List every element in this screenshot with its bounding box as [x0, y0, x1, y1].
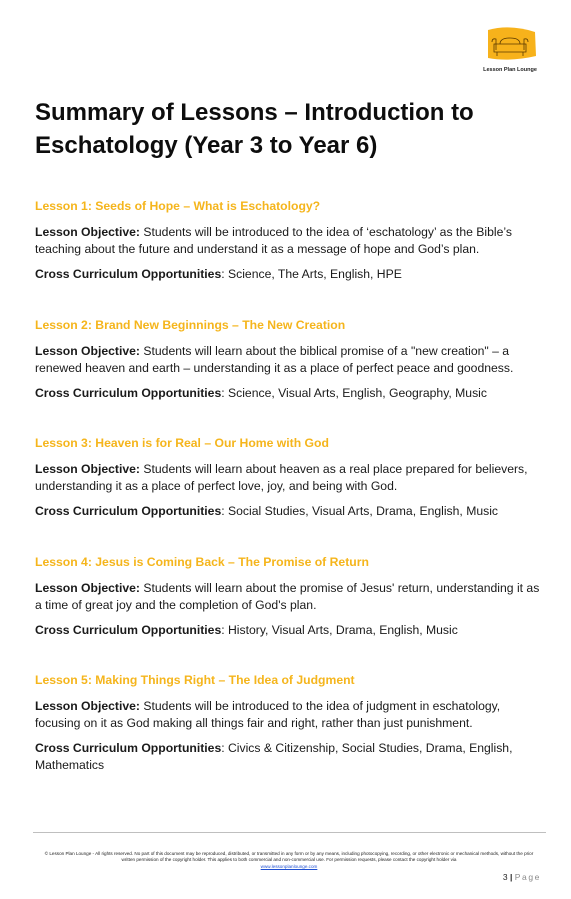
- objective-label: Lesson Objective:: [35, 462, 140, 476]
- cross-text: : History, Visual Arts, Drama, English, Music: [221, 623, 458, 637]
- cross-label: Cross Curriculum Opportunities: [35, 623, 222, 637]
- lesson-section-3: [35, 436, 540, 520]
- logo-text: Lesson Plan Lounge: [483, 67, 537, 73]
- objective-label: Lesson Objective:: [35, 581, 140, 595]
- website-link[interactable]: www.lessonplanlounge.com: [260, 863, 318, 869]
- objective-label: Lesson Objective:: [35, 699, 140, 713]
- cross-text: : Social Studies, Visual Arts, Drama, English, Music: [221, 504, 499, 518]
- cross-curriculum: [35, 740, 540, 773]
- cross-text: : Science, The Arts, English, HPE: [221, 267, 402, 281]
- lesson-objective: [35, 343, 540, 376]
- lesson-section-4: [35, 555, 540, 639]
- cross-label: Cross Curriculum Opportunities: [35, 386, 222, 400]
- lesson-heading: Lesson 2: Brand New Beginnings – The New Creation: [35, 318, 346, 332]
- cross-text: : Science, Visual Arts, English, Geography, Music: [221, 386, 487, 400]
- objective-text: Students will be introduced to the idea of judgment in eschatology, focusing on it as God making all things fair and right, rather than just punishment.: [35, 699, 501, 730]
- cross-curriculum: [35, 385, 540, 402]
- lesson-section-5: [35, 673, 540, 773]
- page-label: Page: [514, 872, 541, 882]
- page-title: Summary of Lessons – Introduction to Eschatology (Year 3 to Year 6): [35, 99, 474, 159]
- cross-label: Cross Curriculum Opportunities: [35, 504, 222, 518]
- page-separator: |: [509, 872, 513, 882]
- lesson-heading: Lesson 5: Making Things Right – The Idea of Judgment: [35, 673, 355, 687]
- lesson-objective: [35, 580, 540, 613]
- page-number-value: 3: [502, 872, 508, 882]
- objective-label: Lesson Objective:: [35, 225, 140, 239]
- page-number: [470, 872, 541, 882]
- lesson-objective: [35, 698, 540, 731]
- lesson-heading: Lesson 1: Seeds of Hope – What is Eschatology?: [35, 199, 321, 213]
- sofa-logo-icon: [480, 26, 540, 66]
- cross-text: : Civics & Citizenship, Social Studies, Drama, English, Mathematics: [35, 741, 513, 772]
- cross-label: Cross Curriculum Opportunities: [35, 267, 222, 281]
- objective-text: Students will learn about the promise of Jesus' return, understanding it as a time of great joy and the completion of God's plan.: [35, 581, 540, 612]
- objective-label: Lesson Objective:: [35, 344, 140, 358]
- cross-curriculum: [35, 266, 540, 283]
- lesson-plan-lounge-logo: [476, 26, 544, 78]
- lesson-objective: [35, 224, 540, 257]
- cross-curriculum: [35, 622, 540, 639]
- footer-copyright: [38, 851, 540, 870]
- objective-text: Students will be introduced to the idea of ‘eschatology’ as the Bible’s teaching about the future and understand it as a message of hope and God’s plan.: [35, 225, 512, 256]
- footer-divider: [33, 832, 546, 833]
- lesson-section-2: [35, 318, 540, 402]
- objective-text: Students will learn about the biblical promise of a "new creation" – a renewed heaven and earth – understanding it as a place of perfect peace and goodness.: [35, 344, 514, 375]
- lesson-objective: [35, 461, 540, 494]
- cross-curriculum: [35, 503, 540, 520]
- lesson-section-1: [35, 199, 540, 283]
- objective-text: Students will learn about heaven as a real place prepared for believers, understanding it as a place of perfect love, joy, and being with God.: [35, 462, 528, 493]
- lesson-heading: Lesson 4: Jesus is Coming Back – The Promise of Return: [35, 555, 369, 569]
- cross-label: Cross Curriculum Opportunities: [35, 741, 222, 755]
- copyright-text: © Lesson Plan Lounge - All rights reserved. No part of this document may be reproduced, distributed, or transmitted in any form or by any means, including photocopying, recording, or other electronic or mechanical methods, without the prior written permission of the copyright holder. This applies to both commercial and non-commercial use. For permission requests, please contact the copyright holder via: [44, 851, 534, 863]
- lesson-heading: Lesson 3: Heaven is for Real – Our Home with God: [35, 436, 329, 450]
